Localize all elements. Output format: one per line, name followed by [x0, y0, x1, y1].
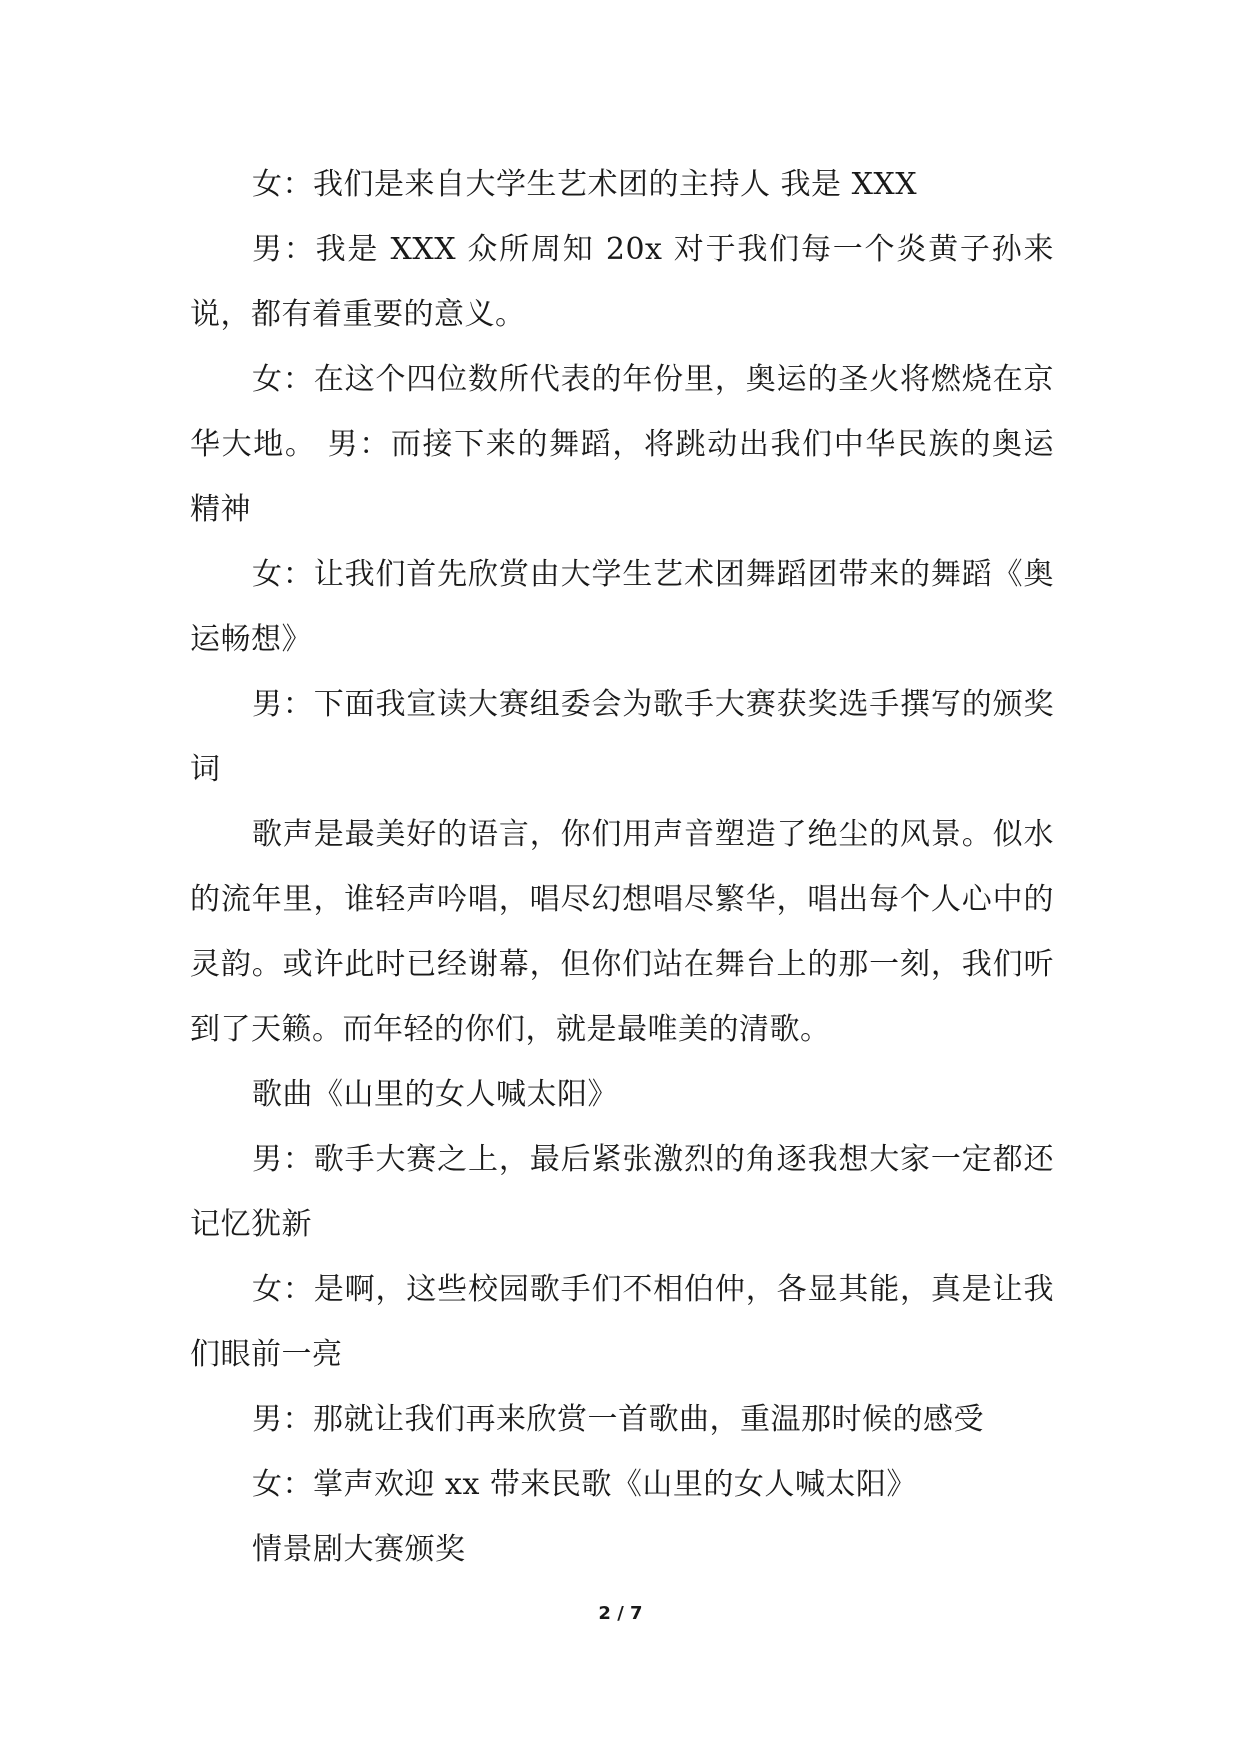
paragraph: 女：在这个四位数所代表的年份里，奥运的圣火将燃烧在京华大地。 男：而接下来的舞蹈，将跳动出我们中华民族的奥运精神	[190, 362, 1054, 527]
paragraph: 男：那就让我们再来欣赏一首歌曲，重温那时候的感受	[252, 1402, 984, 1437]
paragraph: 男：我是 XXX 众所周知 20x 对于我们每一个炎黄子孙来说，都有着重要的意义。	[190, 232, 1054, 332]
document-body	[190, 152, 1054, 1582]
page-number: 2 / 7	[598, 1603, 643, 1624]
paragraph: 女：是啊，这些校园歌手们不相伯仲，各显其能，真是让我们眼前一亮	[190, 1272, 1054, 1372]
paragraph: 歌声是最美好的语言，你们用声音塑造了绝尘的风景。似水的流年里，谁轻声吟唱，唱尽幻想唱尽繁华，唱出每个人心中的灵韵。或许此时已经谢幕，但你们站在舞台上的那一刻，我们听到了天籁。而年轻的你们，就是最唯美的清歌。	[190, 817, 1054, 1047]
paragraph: 女：掌声欢迎 xx 带来民歌《山里的女人喊太阳》	[252, 1467, 917, 1502]
paragraph: 男：歌手大赛之上，最后紧张激烈的角逐我想大家一定都还记忆犹新	[190, 1142, 1054, 1242]
paragraph: 歌曲《山里的女人喊太阳》	[252, 1077, 618, 1112]
paragraph: 女：让我们首先欣赏由大学生艺术团舞蹈团带来的舞蹈《奥运畅想》	[190, 557, 1054, 657]
paragraph: 女：我们是来自大学生艺术团的主持人 我是 XXX	[252, 167, 918, 202]
paragraph: 男：下面我宣读大赛组委会为歌手大赛获奖选手撰写的颁奖词	[190, 687, 1054, 787]
paragraph: 情景剧大赛颁奖	[252, 1532, 466, 1567]
